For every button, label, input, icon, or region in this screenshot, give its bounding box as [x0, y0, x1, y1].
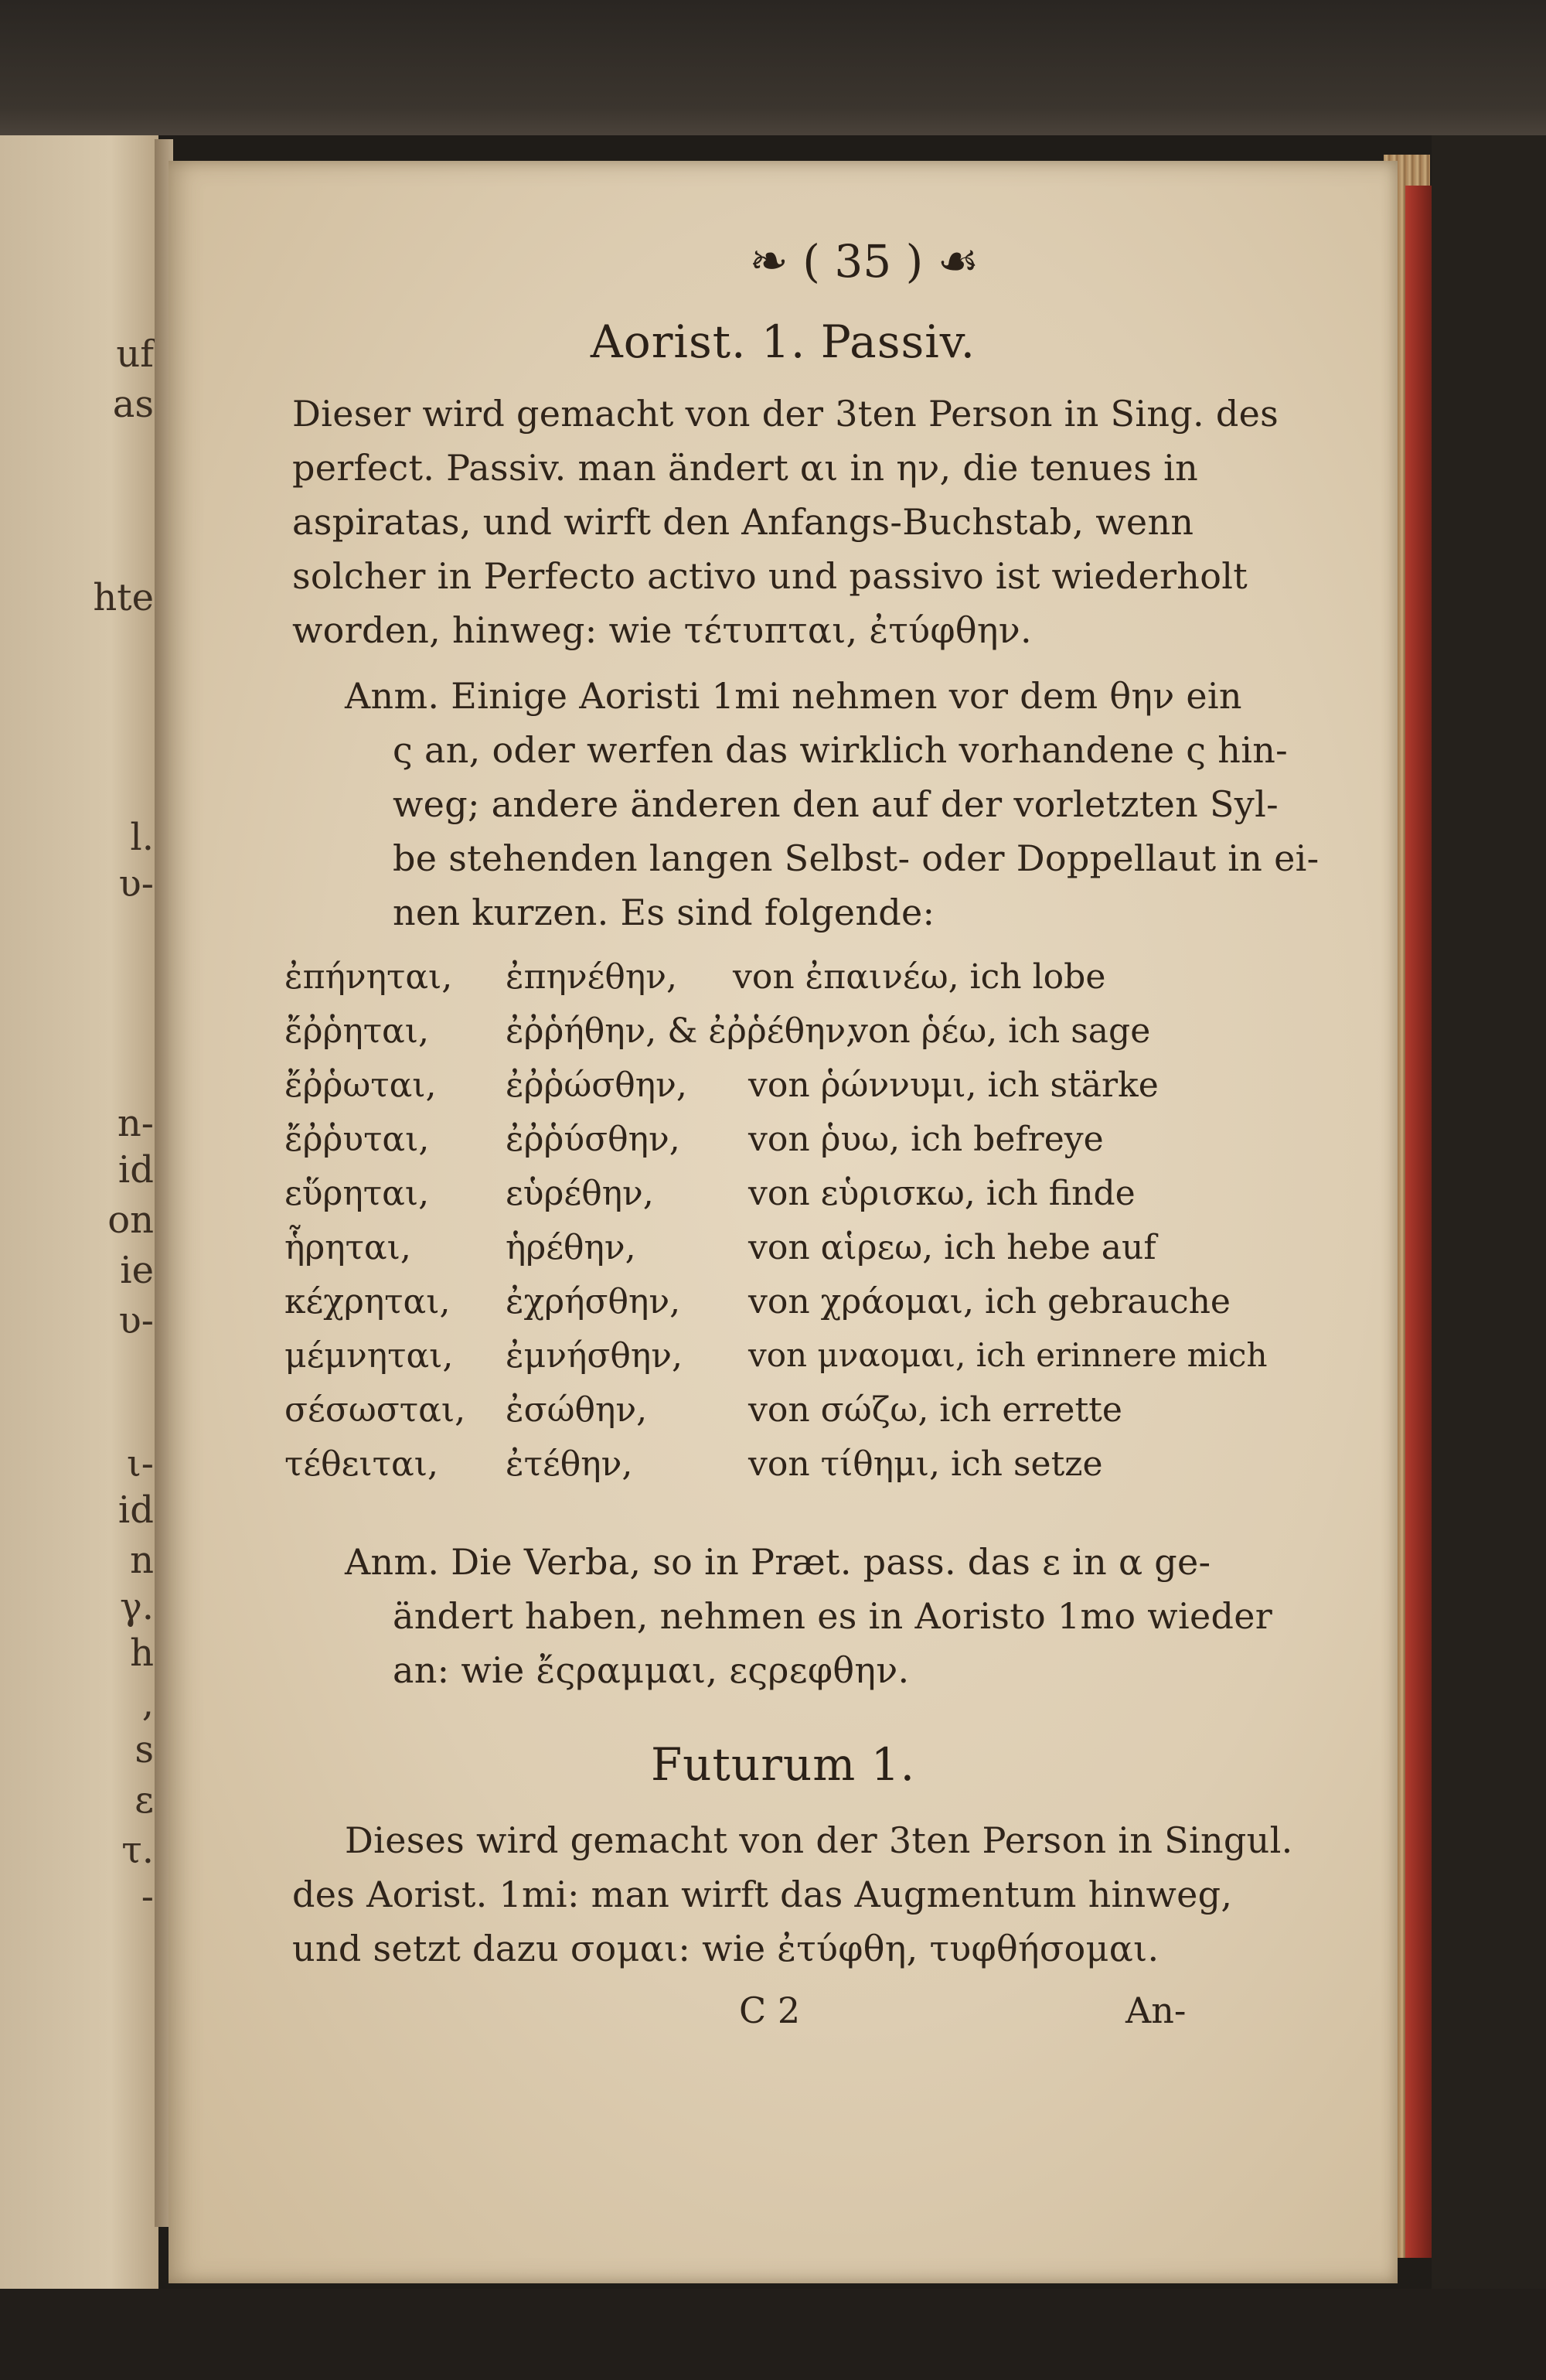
prev-page-text: n- [117, 1102, 154, 1145]
page-number: ( 35 ) [802, 235, 924, 288]
prev-page-text: ι- [126, 1442, 154, 1485]
perfect-form: σέσωσται, [284, 1390, 466, 1430]
red-page-edge [1405, 186, 1432, 2258]
prev-page-text: , [141, 1682, 154, 1725]
prev-page-text: ie [120, 1249, 154, 1292]
prev-page-text: uf [116, 332, 154, 376]
prev-page-text: id [117, 1488, 154, 1532]
prev-page-text: h [130, 1632, 154, 1675]
previous-page-fragment [0, 135, 158, 2293]
prev-page-text: as [112, 383, 154, 426]
prev-page-text: ε [135, 1778, 154, 1822]
page-header [586, 234, 1142, 288]
source-verb: von ῥέω, ich sage [849, 1011, 1151, 1051]
source-verb: von ῥυω, ich befreye [748, 1120, 1104, 1159]
source-verb: von τίθημι, ich setze [748, 1444, 1103, 1484]
source-verb: von εὑρισκω, ich finde [748, 1174, 1136, 1213]
note-line: an: wie ἔςραμμαι, εςρεφθην. [393, 1649, 910, 1691]
prev-page-text: n [130, 1539, 154, 1582]
backdrop-top [0, 0, 1546, 135]
source-verb: von ἐπαινέω, ich lobe [733, 957, 1106, 997]
left-ornament-icon: ❧ [749, 234, 788, 288]
perfect-form: ἐπήνηται, [284, 957, 453, 997]
perfect-form: τέθειται, [284, 1444, 438, 1484]
aorist-form: ἐτέθην, [506, 1444, 633, 1484]
prev-page-text: γ. [120, 1585, 154, 1628]
right-ornament-icon: ☙ [937, 234, 979, 288]
paragraph-line: perfect. Passiv. man ändert αι in ην, die tenues in [292, 447, 1199, 489]
book-page [169, 161, 1398, 2283]
aorist-form: ἐμνήσθην, [506, 1336, 683, 1376]
signature-mark: C 2 [739, 1990, 801, 2031]
aorist-form: ἐῤῥύσθην, [506, 1120, 680, 1159]
perfect-form: κέχρηται, [284, 1282, 451, 1321]
paragraph-line: solcher in Perfecto activo und passivo ist wiederholt [292, 555, 1248, 597]
source-verb: von ῥώννυμι, ich stärke [748, 1066, 1159, 1105]
aorist-form: ἐῤῥήθην, & ἐῤῥέθην, [506, 1011, 857, 1051]
note-line: Anm. Einige Aoristi 1mi nehmen vor dem θην ein [345, 675, 1242, 717]
note-line: ändert haben, nehmen es in Aoristo 1mo wieder [393, 1595, 1273, 1637]
catchword: An- [1125, 1990, 1187, 2031]
prev-page-text: id [117, 1148, 154, 1192]
source-verb: von αἱρεω, ich hebe auf [748, 1228, 1156, 1267]
aorist-form: ἐῤῥώσθην, [506, 1066, 687, 1105]
source-verb: von χράομαι, ich gebrauche [748, 1282, 1231, 1321]
note-line: weg; andere änderen den auf der vorletzten Syl- [393, 783, 1279, 825]
prev-page-text: τ. [121, 1829, 154, 1872]
perfect-form: μέμνηται, [284, 1336, 454, 1376]
perfect-form: ἔῤῥωται, [284, 1066, 437, 1105]
perfect-form: ἔῤῥυται, [284, 1120, 430, 1159]
paragraph-line: des Aorist. 1mi: man wirft das Augmentum hinweg, [292, 1874, 1233, 1915]
backdrop-bottom [0, 2289, 1546, 2380]
note-line: ς an, oder werfen das wirklich vorhandene ς hin- [393, 729, 1288, 771]
perfect-form: ἧρηται, [284, 1228, 411, 1267]
paragraph-line: Dieser wird gemacht von der 3ten Person in Sing. des [292, 393, 1279, 435]
paragraph-line: aspiratas, und wirft den Anfangs-Buchstab, wenn [292, 501, 1194, 543]
note-line: Anm. Die Verba, so in Præt. pass. das ε in α ge- [345, 1541, 1211, 1583]
prev-page-text: - [141, 1875, 154, 1918]
section-title-aorist: Aorist. 1. Passiv. [590, 315, 976, 368]
aorist-form: ἐσώθην, [506, 1390, 648, 1430]
prev-page-text: s [135, 1728, 154, 1771]
aorist-form: εὑρέθην, [506, 1174, 654, 1213]
paragraph-line: worden, hinweg: wie τέτυπται, ἐτύφθην. [292, 609, 1032, 651]
perfect-form: εὕρηται, [284, 1174, 430, 1213]
paragraph-line: Dieses wird gemacht von der 3ten Person in Singul. [345, 1819, 1293, 1861]
section-title-futurum: Futurum 1. [650, 1738, 916, 1791]
source-verb: von σώζω, ich errette [748, 1390, 1122, 1430]
note-line: nen kurzen. Es sind folgende: [393, 892, 935, 933]
backdrop-right [1432, 135, 1546, 2293]
prev-page-text: υ- [118, 1299, 154, 1342]
aorist-form: ἐπηνέθην, [506, 957, 678, 997]
note-line: be stehenden langen Selbst- oder Doppellaut in ei- [393, 837, 1320, 879]
paragraph-line: und setzt dazu σομαι: wie ἐτύφθη, τυφθήσομαι. [292, 1928, 1160, 1969]
prev-page-text: l. [130, 816, 154, 859]
prev-page-text: on [107, 1199, 154, 1242]
aorist-form: ἡρέθην, [506, 1228, 636, 1267]
aorist-form: ἐχρήσθην, [506, 1282, 681, 1321]
source-verb: von μναομαι, ich erinnere mich [748, 1336, 1268, 1374]
prev-page-text: υ- [118, 862, 154, 905]
perfect-form: ἔῤῥηται, [284, 1011, 429, 1051]
prev-page-text: hte [93, 576, 154, 619]
